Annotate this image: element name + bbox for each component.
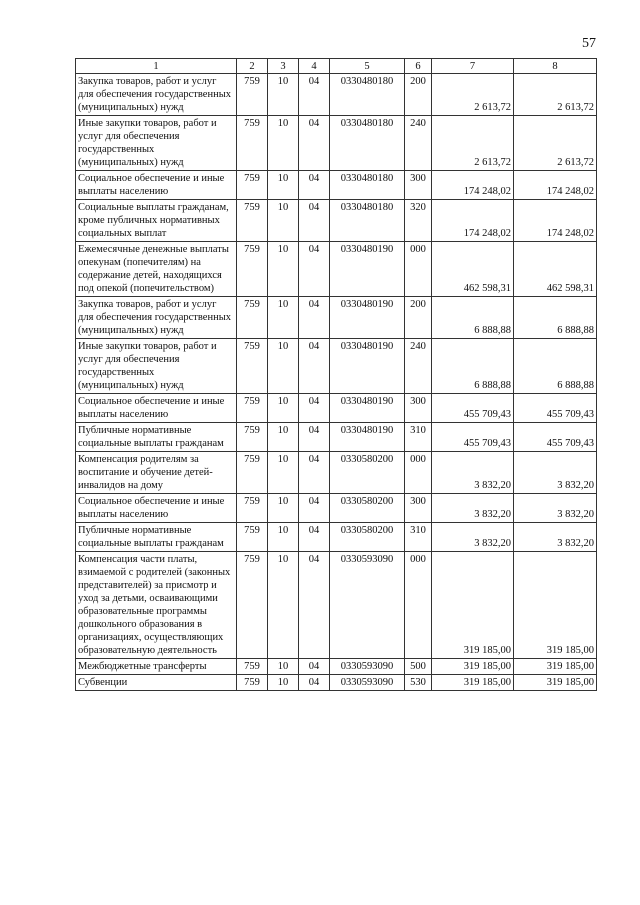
- subsection-cell: 04: [299, 494, 330, 523]
- target-article-cell: 0330593090: [330, 552, 405, 659]
- amount-approved-cell: 319 185,00: [514, 552, 597, 659]
- budget-table: [75, 58, 597, 691]
- amount-approved-cell: 2 613,72: [514, 74, 597, 116]
- admin-code-cell: 759: [237, 394, 268, 423]
- amount-plan-cell: 174 248,02: [432, 171, 514, 200]
- table-row: [76, 242, 597, 297]
- section-cell: 10: [268, 74, 299, 116]
- table-row: [76, 523, 597, 552]
- section-cell: 10: [268, 297, 299, 339]
- expense-type-cell: 310: [405, 423, 432, 452]
- expense-type-cell: 000: [405, 452, 432, 494]
- admin-code-cell: 759: [237, 242, 268, 297]
- amount-plan-cell: 319 185,00: [432, 552, 514, 659]
- table-row: [76, 297, 597, 339]
- section-cell: 10: [268, 394, 299, 423]
- amount-plan-cell: 462 598,31: [432, 242, 514, 297]
- amount-approved-cell: 6 888,88: [514, 297, 597, 339]
- row-name-cell: Социальное обеспечение и иные выплаты населению: [76, 494, 237, 523]
- subsection-cell: 04: [299, 242, 330, 297]
- column-header: 5: [330, 59, 405, 74]
- section-cell: 10: [268, 675, 299, 691]
- admin-code-cell: 759: [237, 171, 268, 200]
- subsection-cell: 04: [299, 675, 330, 691]
- target-article-cell: 0330480180: [330, 171, 405, 200]
- amount-plan-cell: 3 832,20: [432, 494, 514, 523]
- section-cell: 10: [268, 659, 299, 675]
- row-name-cell: Субвенции: [76, 675, 237, 691]
- expense-type-cell: 530: [405, 675, 432, 691]
- table-row: [76, 675, 597, 691]
- target-article-cell: 0330580200: [330, 523, 405, 552]
- admin-code-cell: 759: [237, 675, 268, 691]
- section-cell: 10: [268, 452, 299, 494]
- amount-approved-cell: 319 185,00: [514, 675, 597, 691]
- amount-plan-cell: 174 248,02: [432, 200, 514, 242]
- section-cell: 10: [268, 171, 299, 200]
- target-article-cell: 0330480190: [330, 394, 405, 423]
- admin-code-cell: 759: [237, 116, 268, 171]
- target-article-cell: 0330480180: [330, 200, 405, 242]
- admin-code-cell: 759: [237, 200, 268, 242]
- column-header: 8: [514, 59, 597, 74]
- section-cell: 10: [268, 242, 299, 297]
- table-row: [76, 116, 597, 171]
- subsection-cell: 04: [299, 394, 330, 423]
- target-article-cell: 0330480190: [330, 297, 405, 339]
- row-name-cell: Социальное обеспечение и иные выплаты населению: [76, 394, 237, 423]
- amount-approved-cell: 174 248,02: [514, 200, 597, 242]
- expense-type-cell: 310: [405, 523, 432, 552]
- amount-approved-cell: 3 832,20: [514, 494, 597, 523]
- page-number: 57: [582, 36, 596, 51]
- admin-code-cell: 759: [237, 659, 268, 675]
- target-article-cell: 0330593090: [330, 659, 405, 675]
- table-row: [76, 171, 597, 200]
- amount-plan-cell: 319 185,00: [432, 675, 514, 691]
- target-article-cell: 0330480190: [330, 423, 405, 452]
- column-header: 4: [299, 59, 330, 74]
- amount-approved-cell: 462 598,31: [514, 242, 597, 297]
- expense-type-cell: 240: [405, 116, 432, 171]
- subsection-cell: 04: [299, 74, 330, 116]
- row-name-cell: Публичные нормативные социальные выплаты гражданам: [76, 523, 237, 552]
- row-name-cell: Социальное обеспечение и иные выплаты населению: [76, 171, 237, 200]
- expense-type-cell: 300: [405, 171, 432, 200]
- target-article-cell: 0330480180: [330, 74, 405, 116]
- row-name-cell: Иные закупки товаров, работ и услуг для обеспечения государственных (муниципальных) нужд: [76, 116, 237, 171]
- amount-plan-cell: 2 613,72: [432, 74, 514, 116]
- amount-approved-cell: 455 709,43: [514, 423, 597, 452]
- subsection-cell: 04: [299, 297, 330, 339]
- amount-plan-cell: 6 888,88: [432, 339, 514, 394]
- subsection-cell: 04: [299, 339, 330, 394]
- subsection-cell: 04: [299, 116, 330, 171]
- expense-type-cell: 000: [405, 552, 432, 659]
- row-name-cell: Компенсация родителям за воспитание и обучение детей-инвалидов на дому: [76, 452, 237, 494]
- admin-code-cell: 759: [237, 552, 268, 659]
- target-article-cell: 0330480190: [330, 339, 405, 394]
- column-header: 2: [237, 59, 268, 74]
- row-name-cell: Закупка товаров, работ и услуг для обеспечения государственных (муниципальных) нужд: [76, 74, 237, 116]
- subsection-cell: 04: [299, 423, 330, 452]
- subsection-cell: 04: [299, 552, 330, 659]
- subsection-cell: 04: [299, 523, 330, 552]
- amount-plan-cell: 2 613,72: [432, 116, 514, 171]
- table-row: [76, 494, 597, 523]
- table-row: [76, 394, 597, 423]
- expense-type-cell: 240: [405, 339, 432, 394]
- section-cell: 10: [268, 423, 299, 452]
- subsection-cell: 04: [299, 171, 330, 200]
- table-row: [76, 200, 597, 242]
- target-article-cell: 0330480180: [330, 116, 405, 171]
- column-header: 6: [405, 59, 432, 74]
- expense-type-cell: 320: [405, 200, 432, 242]
- admin-code-cell: 759: [237, 74, 268, 116]
- subsection-cell: 04: [299, 659, 330, 675]
- table-row: [76, 339, 597, 394]
- amount-approved-cell: 3 832,20: [514, 523, 597, 552]
- subsection-cell: 04: [299, 452, 330, 494]
- row-name-cell: Публичные нормативные социальные выплаты гражданам: [76, 423, 237, 452]
- row-name-cell: Закупка товаров, работ и услуг для обеспечения государственных (муниципальных) нужд: [76, 297, 237, 339]
- amount-approved-cell: 319 185,00: [514, 659, 597, 675]
- expense-type-cell: 500: [405, 659, 432, 675]
- table-header-row: [76, 59, 597, 74]
- amount-plan-cell: 3 832,20: [432, 452, 514, 494]
- admin-code-cell: 759: [237, 523, 268, 552]
- section-cell: 10: [268, 494, 299, 523]
- section-cell: 10: [268, 116, 299, 171]
- table-row: [76, 659, 597, 675]
- admin-code-cell: 759: [237, 494, 268, 523]
- section-cell: 10: [268, 523, 299, 552]
- amount-approved-cell: 2 613,72: [514, 116, 597, 171]
- expense-type-cell: 300: [405, 394, 432, 423]
- amount-plan-cell: 455 709,43: [432, 394, 514, 423]
- row-name-cell: Компенсация части платы, взимаемой с родителей (законных представителей) за присмотр и уход за детьми, осваивающими образовательные программы дошкольного образования в организациях, осуществляющих образовательную деятельность: [76, 552, 237, 659]
- amount-plan-cell: 319 185,00: [432, 659, 514, 675]
- table-row: [76, 552, 597, 659]
- column-header: 1: [76, 59, 237, 74]
- expense-type-cell: 300: [405, 494, 432, 523]
- expense-type-cell: 200: [405, 297, 432, 339]
- column-header: 7: [432, 59, 514, 74]
- admin-code-cell: 759: [237, 423, 268, 452]
- expense-type-cell: 200: [405, 74, 432, 116]
- row-name-cell: Ежемесячные денежные выплаты опекунам (попечителям) на содержание детей, находящихся под опекой (попечительством): [76, 242, 237, 297]
- amount-approved-cell: 455 709,43: [514, 394, 597, 423]
- amount-approved-cell: 3 832,20: [514, 452, 597, 494]
- row-name-cell: Социальные выплаты гражданам, кроме публичных нормативных социальных выплат: [76, 200, 237, 242]
- target-article-cell: 0330593090: [330, 675, 405, 691]
- target-article-cell: 0330580200: [330, 452, 405, 494]
- table-row: [76, 74, 597, 116]
- section-cell: 10: [268, 200, 299, 242]
- admin-code-cell: 759: [237, 339, 268, 394]
- amount-approved-cell: 174 248,02: [514, 171, 597, 200]
- row-name-cell: Иные закупки товаров, работ и услуг для обеспечения государственных (муниципальных) нужд: [76, 339, 237, 394]
- table-row: [76, 423, 597, 452]
- section-cell: 10: [268, 339, 299, 394]
- table-row: [76, 452, 597, 494]
- subsection-cell: 04: [299, 200, 330, 242]
- row-name-cell: Межбюджетные трансферты: [76, 659, 237, 675]
- section-cell: 10: [268, 552, 299, 659]
- amount-plan-cell: 3 832,20: [432, 523, 514, 552]
- admin-code-cell: 759: [237, 452, 268, 494]
- expense-type-cell: 000: [405, 242, 432, 297]
- amount-approved-cell: 6 888,88: [514, 339, 597, 394]
- admin-code-cell: 759: [237, 297, 268, 339]
- amount-plan-cell: 6 888,88: [432, 297, 514, 339]
- target-article-cell: 0330580200: [330, 494, 405, 523]
- target-article-cell: 0330480190: [330, 242, 405, 297]
- column-header: 3: [268, 59, 299, 74]
- amount-plan-cell: 455 709,43: [432, 423, 514, 452]
